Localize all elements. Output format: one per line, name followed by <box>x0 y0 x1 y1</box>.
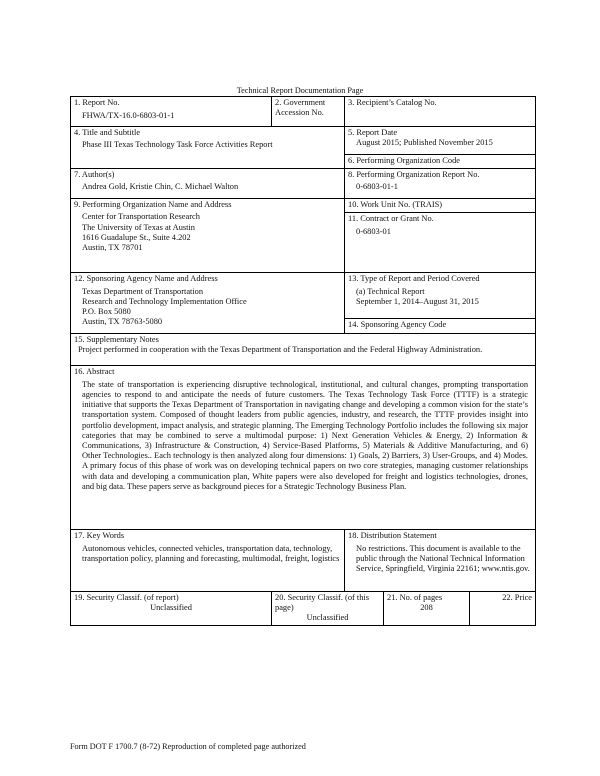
title-subtitle-cell <box>71 127 345 169</box>
perf-org-code-label: 6. Performing Organization Code <box>348 156 460 165</box>
contract-grant-value: 0-6803-01 <box>356 226 391 236</box>
report-no-label: 1. Report No. <box>74 98 120 107</box>
perf-org-name-value: Center for Transportation Research The University of Texas at Austin 1616 Guadalupe St., Suite 4.202 Austin, TX 78701 <box>82 212 200 253</box>
distribution-cell <box>345 529 536 591</box>
report-no-cell <box>71 97 272 127</box>
perf-org-report-label: 8. Performing Organization Report No. <box>348 170 480 180</box>
abstract-label: 16. Abstract <box>74 366 115 376</box>
work-unit-cell <box>345 199 536 213</box>
num-pages-cell <box>384 591 470 626</box>
gov-accession-label: 2. Government Accession No. <box>275 98 326 118</box>
key-words-label: 17. Key Words <box>74 530 125 540</box>
abstract-cell <box>71 365 536 529</box>
report-type-cell <box>345 273 536 319</box>
authors-label: 7. Author(s) <box>74 170 115 180</box>
report-type-label: 13. Type of Report and Period Covered <box>348 274 480 284</box>
key-words-cell <box>71 529 345 591</box>
num-pages-label: 21. No. of pages <box>387 592 443 602</box>
security-page-label: 20. Security Classif. (of this page) <box>275 592 369 612</box>
title-subtitle-label: 4. Title and Subtitle <box>74 128 141 137</box>
perf-org-name-label: 9. Performing Organization Name and Address <box>74 200 232 210</box>
title-subtitle-value: Phase III Texas Technology Task Force Activities Report <box>82 140 273 150</box>
security-page-value: Unclassified <box>306 613 349 623</box>
perf-org-report-cell <box>345 169 536 199</box>
security-report-label: 19. Security Classif. (of report) <box>74 592 179 602</box>
recipient-catalog-label: 3. Recipient’s Catalog No. <box>348 98 437 107</box>
work-unit-label: 10. Work Unit No. (TRAIS) <box>348 200 443 210</box>
page-title: Technical Report Documentation Page <box>236 86 364 95</box>
recipient-catalog-cell <box>345 97 536 127</box>
sponsor-cell <box>71 273 345 333</box>
report-type-value: (a) Technical Report <box>356 286 425 296</box>
perf-org-code-cell <box>345 155 536 169</box>
distribution-value: No restrictions. This document is available to the public through the National Technical Information Service, Springfield, Virginia 22161; www.ntis.gov. <box>356 543 530 574</box>
report-date-value: August 2015; Published November 2015 <box>356 138 493 148</box>
price-cell <box>470 591 536 626</box>
perf-org-report-value: 0-6803-01-1 <box>356 182 398 192</box>
report-date-label: 5. Report Date <box>348 128 398 137</box>
abstract-text: The state of transportation is experiencing disruptive technological, institutional, and cultural changes, prompting transportation agencies to respond to and anticipate the needs of future customers. The Texas Technology Task Force (TTTF) is a strategic initiative that supports the Texas Department of Transportation in navigating change and developing a common vision for the state’s transportation system. Composed of thought leaders from public agencies, industry, and research, the TTTF provides insight into portfolio development, impact analysis, and strategic planning. The Emerging Technology Portfolio includes the following six major categories that may be combined to serve a multimodal purpose: 1) Next Generation Vehicles & Energy, 2) Information & Communications, 3) Infrastructure & Construction, 4) Service-Based Platforms, 5) Materials & Additive Manufacturing, and 6) Other Technologies.. Each technology is then analyzed along four dimensions: 1) Goals, 2) Barriers, 3) User-Groups, and 4) Modes. A primary focus of this phase of work was on developing technical papers on two core strategies, managing customer relationships with data and developing a communication plan, White papers were also developed for freight and logistics technologies, drones, and big data. These papers serve as background pieces for a Strategic Technology Business Plan. <box>82 379 529 491</box>
sponsor-label: 12. Sponsoring Agency Name and Address <box>74 274 218 284</box>
supplementary-value: Project performed in cooperation with the Texas Department of Transportation and the Federal Highway Administration. <box>78 344 483 354</box>
report-period-value: September 1, 2014–August 31, 2015 <box>356 296 479 306</box>
sponsor-value: Texas Department of Transportation Research and Technology Implementation Office P.O. Box 5080 Austin, TX 78763-5080 <box>82 286 247 327</box>
supplementary-label: 15. Supplementary Notes <box>74 334 159 344</box>
supplementary-cell <box>71 333 536 365</box>
num-pages-value: 208 <box>420 602 433 612</box>
gov-accession-cell <box>272 97 345 127</box>
report-no-value: FHWA/TX-16.0-6803-01-1 <box>82 111 175 121</box>
authors-cell <box>71 169 345 199</box>
sponsor-code-label: 14. Sponsoring Agency Code <box>348 320 447 330</box>
form-footer: Form DOT F 1700.7 (8-72) Reproduction of completed page authorized <box>70 742 306 751</box>
key-words-value: Autonomous vehicles, connected vehicles, transportation data, technology, transportation policy, planning and forecasting, multimodal, freight, logistics <box>82 543 340 564</box>
contract-grant-label: 11. Contract or Grant No. <box>348 214 434 224</box>
security-report-cell <box>71 591 272 626</box>
sponsor-code-cell <box>345 319 536 333</box>
price-label: 22. Price <box>502 592 533 602</box>
authors-value: Andrea Gold, Kristie Chin, C. Michael Walton <box>82 182 239 192</box>
security-page-cell <box>272 591 384 626</box>
distribution-label: 18. Distribution Statement <box>348 530 437 540</box>
report-date-cell <box>345 127 536 155</box>
contract-grant-cell <box>345 213 536 273</box>
documentation-form <box>70 96 536 626</box>
security-report-value: Unclassified <box>150 602 192 612</box>
perf-org-name-cell <box>71 199 345 273</box>
